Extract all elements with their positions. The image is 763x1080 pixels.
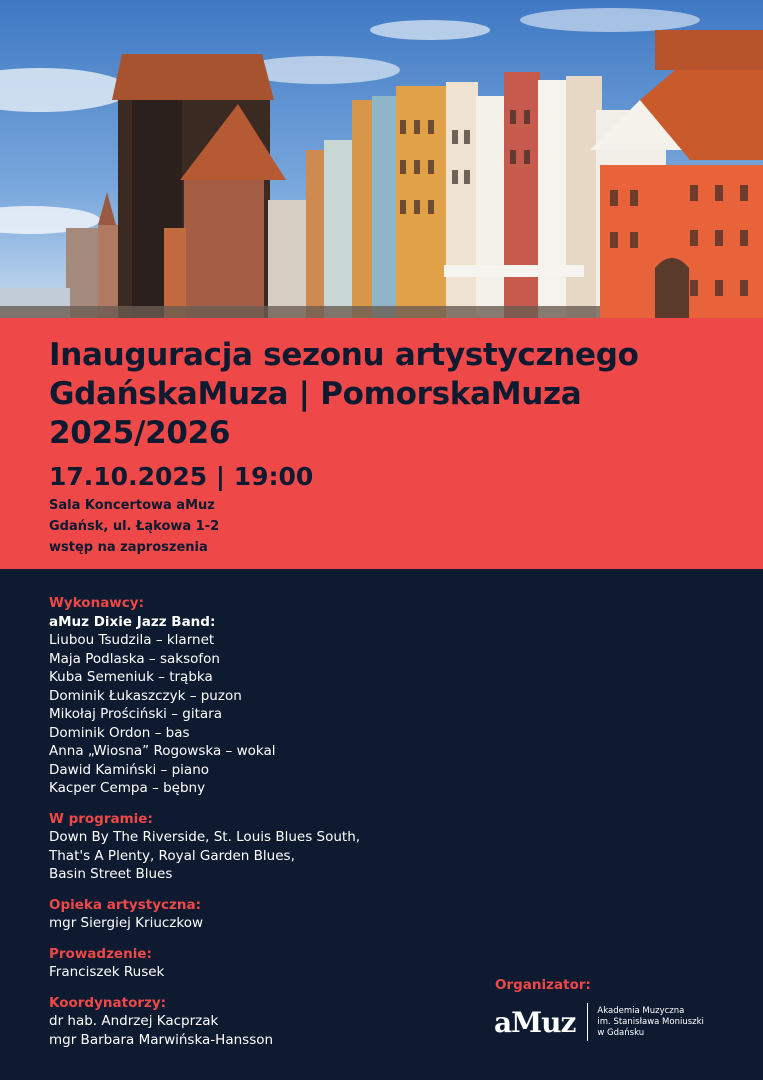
- logo-line: im. Stanisława Moniuszki: [597, 1016, 704, 1027]
- host-section: [49, 945, 469, 982]
- performer-item: Kacper Cempa – bębny: [49, 780, 206, 796]
- red-title-band: [0, 318, 763, 569]
- venue-address: Gdańsk, ul. Łąkowa 1-2: [49, 519, 220, 534]
- coordinators-section: [49, 994, 469, 1050]
- artistic-care-name: mgr Siergiej Kriuczkow: [49, 915, 204, 931]
- organizer-label: Organizator:: [495, 977, 591, 993]
- venue-hall: Sala Koncertowa aMuz: [49, 498, 215, 513]
- performer-item: Dominik Łukaszczyk – puzon: [49, 687, 242, 704]
- program-heading: W programie:: [49, 810, 153, 827]
- performer-item: Kuba Semeniuk – trąbka: [49, 669, 213, 685]
- event-title: [49, 336, 639, 453]
- logo-institution-name: [597, 1006, 704, 1039]
- performer-item: Anna „Wiosna” Rogowska – wokal: [49, 743, 276, 759]
- performer-item: Liubou Tsudzila – klarnet: [49, 632, 215, 648]
- band-name: aMuz Dixie Jazz Band:: [49, 613, 216, 630]
- event-details: [49, 594, 469, 1061]
- coordinator-name: dr hab. Andrzej Kacprzak: [49, 1013, 219, 1029]
- program-line: That's A Plenty, Royal Garden Blues,: [49, 847, 295, 864]
- title-line-2: GdańskaMuza | PomorskaMuza: [49, 376, 582, 412]
- performers-section: [49, 594, 469, 798]
- logo-divider: [587, 1003, 588, 1041]
- logo-wordmark: aMuz: [494, 1005, 576, 1039]
- venue-entry: wstęp na zaproszenia: [49, 540, 208, 555]
- coordinator-name: mgr Barbara Marwińska-Hansson: [49, 1031, 274, 1048]
- program-line: Basin Street Blues: [49, 866, 173, 882]
- amuz-logo: [494, 1002, 704, 1042]
- artistic-care-heading: Opieka artystyczna:: [49, 896, 202, 913]
- title-line-3: 2025/2026: [49, 415, 231, 451]
- performer-item: Dawid Kamiński – piano: [49, 761, 210, 778]
- event-datetime: 17.10.2025 | 19:00: [49, 462, 314, 491]
- venue-info: [49, 495, 219, 558]
- artistic-care-section: [49, 896, 469, 933]
- performers-heading: Wykonawcy:: [49, 595, 144, 611]
- program-section: [49, 810, 469, 884]
- gdansk-crane-photo: [0, 0, 763, 318]
- logo-line: w Gdańsku: [597, 1027, 645, 1038]
- performer-item: Maja Podlaska – saksofon: [49, 650, 220, 667]
- program-line: Down By The Riverside, St. Louis Blues South,: [49, 829, 361, 845]
- host-heading: Prowadzenie:: [49, 945, 152, 962]
- host-name: Franciszek Rusek: [49, 964, 165, 980]
- performer-item: Mikołaj Prościński – gitara: [49, 706, 222, 722]
- title-line-1: Inauguracja sezonu artystycznego: [49, 337, 639, 373]
- performer-item: Dominik Ordon – bas: [49, 724, 190, 741]
- coordinators-heading: Koordynatorzy:: [49, 994, 167, 1011]
- logo-line: Akademia Muzyczna: [597, 1005, 685, 1016]
